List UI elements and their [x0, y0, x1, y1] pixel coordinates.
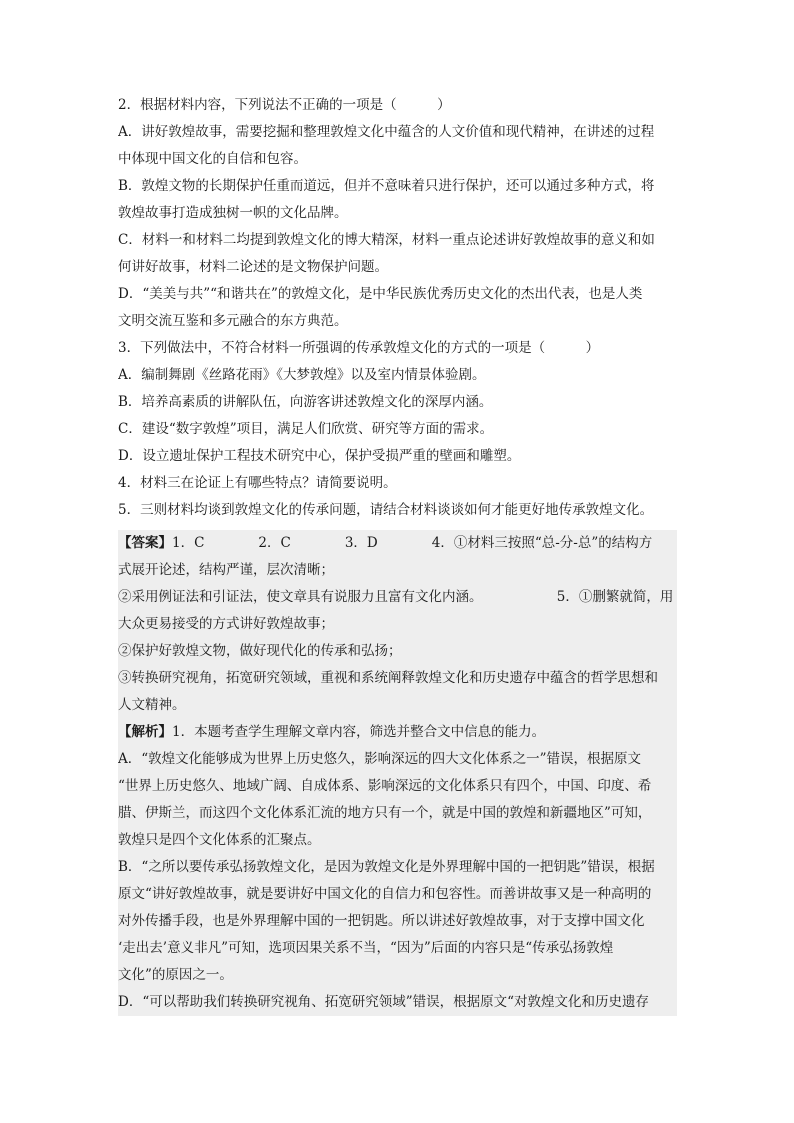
- option-2d-line1: D．“美美与共”“和谐共在”的敦煌文化，是中华民族优秀历史文化的杰出代表，也是人类: [118, 286, 643, 302]
- analysis-text: 1．本题考查学生理解文章内容，筛选并整合文中信息的能力。: [172, 724, 546, 740]
- answer-line-6: ③转换研究视角，拓宽研究领域，重视和系统阐释敦煌文化和历史遗存中蕴含的哲学思想和: [118, 665, 677, 692]
- answer-line-2: 式展开论述，结构严谨，层次清晰；: [118, 557, 677, 584]
- analysis-line-3: “世界上历史悠久、地域广阔、自成体系、影响深远的文化体系只有四个，中国、印度、希: [118, 773, 677, 800]
- option-3a: A．编制舞剧《丝路花雨》《大梦敦煌》以及室内情景体验剧。: [118, 367, 486, 383]
- answer-analysis-section: [118, 530, 677, 1016]
- answer-label: 【答案】: [118, 535, 172, 551]
- option-2a-line1: A．讲好敦煌故事，需要挖掘和整理敦煌文化中蕴含的人文价值和现代精神，在讲述的过程: [118, 124, 655, 140]
- answer-text: 1．C 2．C 3．D 4．①材料三按照“总-分-总”的结构方: [172, 535, 653, 551]
- question-2: 2．根据材料内容，下列说法不正确的一项是（ ）: [118, 97, 451, 113]
- option-2c-line2: 何讲好故事，材料二论述的是文物保护问题。: [118, 259, 388, 275]
- analysis-line-6: B．“之所以要传承弘扬敦煌文化，是因为敦煌文化是外界理解中国的一把钥匙”错误，根据: [118, 854, 677, 881]
- option-2b-line1: B．敦煌文物的长期保护任重而道远，但并不意味着只进行保护，还可以通过多种方式，将: [118, 178, 655, 194]
- question-4: 4．材料三在论证上有哪些特点？请简要说明。: [118, 475, 397, 491]
- option-3c: C．建设“数字敦煌”项目，满足人们欣赏、研究等方面的需求。: [118, 421, 494, 437]
- option-2c-line1: C．材料一和材料二均提到敦煌文化的博大精深，材料一重点论述讲好敦煌故事的意义和如: [118, 232, 655, 248]
- analysis-line-2: A．“敦煌文化能够成为世界上历史悠久，影响深远的四大文化体系之一”错误，根据原文: [118, 746, 677, 773]
- analysis-line-8: 对外传播手段，也是外界理解中国的一把钥匙。所以讲述好敦煌故事，对于支撑中国文化: [118, 908, 677, 935]
- option-2a-line2: 中体现中国文化的自信和包容。: [118, 151, 307, 167]
- answer-line-3: ②采用例证法和引证法，使文章具有说服力且富有文化内涵。 5．①删繁就简，用: [118, 584, 677, 611]
- answer-line-5: ②保护好敦煌文物，做好现代化的传承和弘扬；: [118, 638, 677, 665]
- option-3b: B．培养高素质的讲解队伍，向游客讲述敦煌文化的深厚内涵。: [118, 394, 493, 410]
- analysis-label: 【解析】: [118, 724, 172, 740]
- answer-line-7: 人文精神。: [118, 692, 677, 719]
- analysis-line-5: 敦煌只是四个文化体系的汇聚点。: [118, 827, 677, 854]
- answer-line-1: [118, 530, 677, 557]
- analysis-line-11: D．“可以帮助我们转换研究视角、拓宽研究领域”错误，根据原文“对敦煌文化和历史遗存: [118, 989, 677, 1016]
- questions-section: [118, 92, 678, 524]
- analysis-line-1: [118, 719, 677, 746]
- question-5: 5．三则材料均谈到敦煌文化的传承问题，请结合材料谈谈如何才能更好地传承敦煌文化。: [118, 502, 654, 518]
- question-3: 3．下列做法中，不符合材料一所强调的传承敦煌文化的方式的一项是（ ）: [118, 340, 600, 356]
- analysis-line-4: 腊、伊斯兰，而这四个文化体系汇流的地方只有一个，就是中国的敦煌和新疆地区”可知，: [118, 800, 677, 827]
- option-2d-line2: 文明交流互鉴和多元融合的东方典范。: [118, 313, 348, 329]
- analysis-line-9: ‘走出去’意义非凡”可知，选项因果关系不当，“因为”后面的内容只是“传承弘扬敦煌: [118, 935, 677, 962]
- option-3d: D．设立遗址保护工程技术研究中心，保护受损严重的壁画和雕塑。: [118, 448, 521, 464]
- analysis-line-7: 原文“讲好敦煌故事，就是要讲好中国文化的自信力和包容性。而善讲故事又是一种高明的: [118, 881, 677, 908]
- answer-line-4: 大众更易接受的方式讲好敦煌故事；: [118, 611, 677, 638]
- analysis-line-10: 文化”的原因之一。: [118, 962, 677, 989]
- option-2b-line2: 敦煌故事打造成独树一帜的文化品牌。: [118, 205, 348, 221]
